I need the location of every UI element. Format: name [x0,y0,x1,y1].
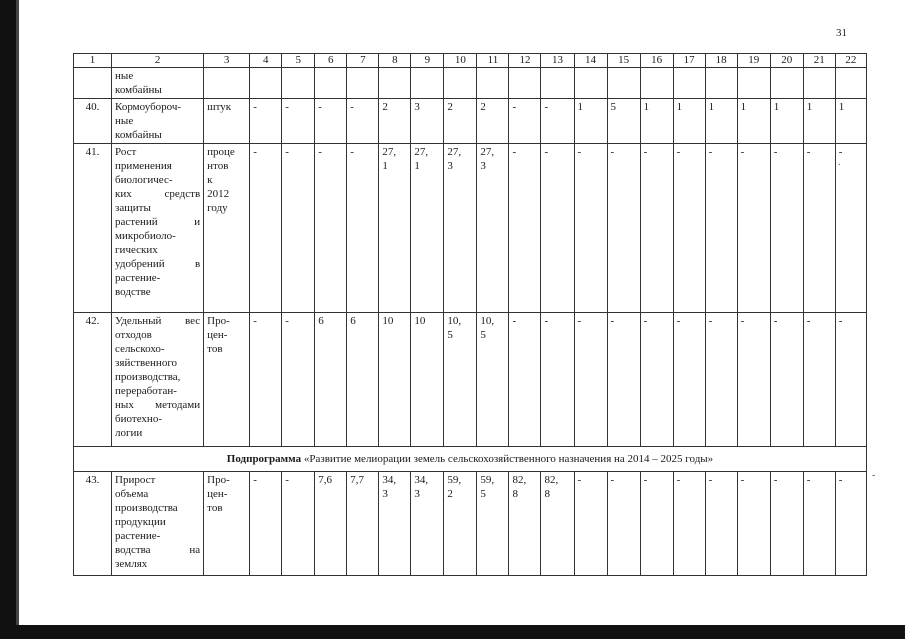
header-cell: 18 [705,54,737,68]
value-cell [705,68,737,99]
header-cell: 16 [640,54,673,68]
value-cell: - [250,99,282,144]
header-cell: 1 [74,54,112,68]
scan-speck: - [872,470,876,481]
unit-line: тов [207,343,223,355]
value-cell: - [347,144,379,313]
header-cell: 9 [411,54,444,68]
unit-line: проце [207,146,235,158]
unit-line: Про- [207,474,230,486]
header-cell: 10 [444,54,477,68]
value-cell: 3 [411,99,444,144]
value-cell: 7,7 [347,472,379,576]
scan-border-bottom [0,625,905,639]
value-cell: - [673,144,705,313]
value-cell: - [574,472,607,576]
value-cell [541,68,574,99]
table-row [74,144,867,313]
header-cell: 4 [250,54,282,68]
name-line: Рост [115,146,137,158]
value-cell [379,68,411,99]
value-cell: - [282,144,315,313]
name-line: комбайны [115,129,162,141]
name-line: переработан- [115,385,177,397]
value-cell: - [640,472,673,576]
name-line: объема [115,488,149,500]
unit-line: тов [207,502,223,514]
value-cell: 10 [411,313,444,447]
unit-line: цен- [207,329,228,341]
value-cell: - [282,99,315,144]
value-cell: - [541,144,574,313]
table-row [74,472,867,576]
scan-border-left-inner [16,0,19,639]
value-cell: 27, 1 [411,144,444,313]
value-cell: 82, 8 [541,472,574,576]
name-line: растение- [115,530,161,542]
indicator-name [112,472,204,576]
value-cell: 6 [347,313,379,447]
value-cell: 2 [379,99,411,144]
value-cell: - [250,144,282,313]
value-cell: - [607,144,640,313]
subprogram-row [74,447,867,472]
value-cell: - [737,472,770,576]
value-cell: - [574,313,607,447]
subprogram-text: «Развитие мелиорации земель сельскохозяйственного назначения на 2014 – 2025 годы» [301,453,714,465]
value-cell: 1 [640,99,673,144]
indicators-table [73,53,867,576]
header-cell: 8 [379,54,411,68]
value-cell: 34, 3 [379,472,411,576]
value-cell [835,68,866,99]
value-cell: - [282,313,315,447]
row-number: 43. [74,472,112,576]
value-cell: - [541,99,574,144]
value-cell [509,68,541,99]
value-cell: - [509,313,541,447]
value-cell: - [250,313,282,447]
subprogram-title [74,447,867,472]
name-line: комбайны [115,84,162,96]
indicator-name [112,313,204,447]
value-cell: 5 [607,99,640,144]
value-cell: - [250,472,282,576]
value-cell: - [640,313,673,447]
value-cell: 82, 8 [509,472,541,576]
header-cell: 20 [770,54,803,68]
header-cell: 3 [204,54,250,68]
header-row [74,54,867,68]
name-line: применения [115,160,172,172]
value-cell [315,68,347,99]
value-cell [250,68,282,99]
value-cell [574,68,607,99]
indicator-name [112,99,204,144]
value-cell: - [347,99,379,144]
value-cell: - [770,472,803,576]
value-cell: - [315,99,347,144]
value-cell: 10 [379,313,411,447]
value-cell: - [607,472,640,576]
value-cell: - [737,313,770,447]
value-cell: - [607,313,640,447]
row-number: 42. [74,313,112,447]
value-cell [282,68,315,99]
header-cell: 2 [112,54,204,68]
name-line: растение- [115,272,161,284]
header-cell: 22 [835,54,866,68]
value-cell: 59, 2 [444,472,477,576]
name-line: производства, [115,371,181,383]
value-cell: - [509,144,541,313]
value-cell: - [315,144,347,313]
unit-line: нтов [207,160,229,172]
row-number: 40. [74,99,112,144]
value-cell: - [803,313,835,447]
name-line: Прирост [115,474,156,486]
value-cell: - [803,144,835,313]
value-cell [640,68,673,99]
name-line: биотехно- [115,413,162,425]
value-cell: - [705,472,737,576]
unit-cell [204,472,250,576]
unit-line: штук [207,101,232,113]
scan-border-left [0,0,16,639]
value-cell: - [541,313,574,447]
name-line: водстве [115,286,151,298]
value-cell: 1 [737,99,770,144]
value-cell: - [673,472,705,576]
name-line: растений и [115,216,201,228]
value-cell: 1 [574,99,607,144]
header-cell: 15 [607,54,640,68]
header-cell: 21 [803,54,835,68]
value-cell [737,68,770,99]
name-line: водства на [115,544,201,556]
value-cell: 34, 3 [411,472,444,576]
value-cell: - [835,144,866,313]
value-cell: - [640,144,673,313]
value-cell: - [574,144,607,313]
unit-line: году [207,202,228,214]
unit-cell [204,99,250,144]
value-cell: 1 [835,99,866,144]
name-line: ных методами [115,399,201,411]
unit-line: цен- [207,488,228,500]
value-cell [411,68,444,99]
value-cell: 1 [803,99,835,144]
table-row [74,313,867,447]
value-cell: - [770,144,803,313]
table-row [74,68,867,99]
name-line: гических [115,244,158,256]
value-cell: - [770,313,803,447]
header-cell: 7 [347,54,379,68]
value-cell [444,68,477,99]
name-line: продукции [115,516,166,528]
header-cell: 19 [737,54,770,68]
value-cell: - [673,313,705,447]
subprogram-label: Подпрограмма [226,453,302,465]
name-line: отходов [115,329,152,341]
value-cell: 1 [705,99,737,144]
unit-cell [204,68,250,99]
unit-cell [204,144,250,313]
name-line: Удельный вес [115,315,201,327]
value-cell: 2 [477,99,509,144]
value-cell: - [803,472,835,576]
header-cell: 5 [282,54,315,68]
name-line: биологичес- [115,174,173,186]
name-line: ких средств [115,188,201,200]
header-cell: 11 [477,54,509,68]
header-cell: 14 [574,54,607,68]
name-line: удобрений в [115,258,201,270]
value-cell [803,68,835,99]
value-cell [607,68,640,99]
header-cell: 13 [541,54,574,68]
value-cell: - [509,99,541,144]
table-row [74,99,867,144]
name-line: сельскохо- [115,343,165,355]
indicator-name [112,68,204,99]
value-cell: 10, 5 [477,313,509,447]
value-cell: 27, 3 [477,144,509,313]
value-cell: - [835,313,866,447]
name-line: ные [115,70,134,82]
row-number: 41. [74,144,112,313]
row-number [74,68,112,99]
value-cell: - [835,472,866,576]
value-cell: - [705,313,737,447]
header-cell: 12 [509,54,541,68]
name-line: зяйственного [115,357,178,369]
name-line: производства [115,502,178,514]
indicator-name [112,144,204,313]
name-line: ные [115,115,134,127]
header-cell: 17 [673,54,705,68]
value-cell: - [737,144,770,313]
name-line: логии [115,427,143,439]
name-line: землях [115,558,148,570]
value-cell: 59, 5 [477,472,509,576]
scan-speck: . [838,157,841,168]
page-number: 31 [836,27,847,39]
value-cell: 1 [770,99,803,144]
value-cell [770,68,803,99]
unit-line: Про- [207,315,230,327]
name-line: Кормоубороч- [115,101,182,113]
value-cell: 2 [444,99,477,144]
value-cell [347,68,379,99]
value-cell: 10, 5 [444,313,477,447]
unit-cell [204,313,250,447]
value-cell: 27, 1 [379,144,411,313]
name-line: микробиоло- [115,230,176,242]
value-cell [477,68,509,99]
value-cell: 27, 3 [444,144,477,313]
value-cell [673,68,705,99]
value-cell: - [705,144,737,313]
header-cell: 6 [315,54,347,68]
value-cell: 1 [673,99,705,144]
name-line: защиты [115,202,151,214]
unit-line: 2012 [207,188,230,200]
value-cell: - [282,472,315,576]
value-cell: 7,6 [315,472,347,576]
unit-line: к [207,174,213,186]
value-cell: 6 [315,313,347,447]
